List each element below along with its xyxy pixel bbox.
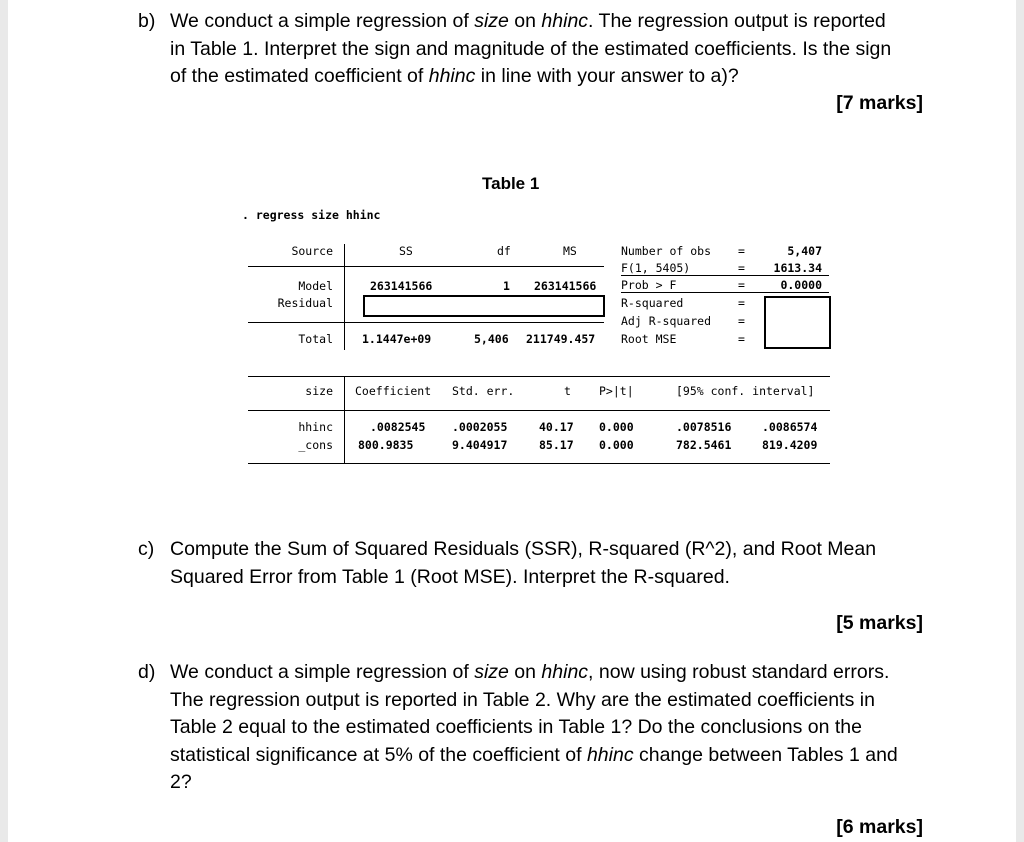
stat-prob-eq: = (738, 278, 745, 292)
question-d-label: d) (138, 661, 156, 683)
row-model-ss: 263141566 (370, 279, 433, 293)
coef-header-var: size (305, 384, 333, 398)
question-b-line: of the estimated coefficient of hhinc in line with your answer to a)? (170, 65, 739, 87)
question-d-line: statistical significance at 5% of the coefficient of hhinc change between Tables 1 and (170, 743, 898, 766)
anova-divider (344, 244, 345, 350)
row-residual-label: Residual (277, 296, 333, 310)
coef-divider (344, 376, 345, 464)
question-d-line: 2? (170, 771, 192, 793)
question-c-line: Compute the Sum of Squared Residuals (SSR), R-squared (R^2), and Root Mean (170, 538, 877, 560)
stat-adjr2-eq: = (738, 314, 745, 328)
question-c-label: c) (138, 538, 155, 560)
question-c-marks: [5 marks] (836, 612, 923, 634)
stats-rule-1 (621, 275, 829, 276)
coef-row-cons-hi: 819.4209 (762, 438, 818, 452)
question-b-marks: [7 marks] (836, 92, 923, 114)
coef-top-rule (248, 376, 830, 377)
document-page (8, 0, 1016, 842)
header-df: df (497, 244, 511, 258)
table-1-title: Table 1 (482, 174, 540, 193)
coef-row-hhinc-lo: .0078516 (676, 420, 732, 434)
coef-row-hhinc-coef: .0082545 (370, 420, 426, 434)
coef-row-cons-se: 9.404917 (452, 438, 508, 452)
row-total-df: 5,406 (474, 332, 509, 346)
anova-header-rule (248, 266, 604, 267)
question-b-label: b) (138, 10, 156, 32)
coef-header-t: t (564, 384, 571, 398)
coef-header-coef: Coefficient (355, 384, 432, 398)
stat-f-label: F(1, 5405) (621, 261, 691, 275)
row-model-label: Model (298, 279, 333, 293)
stata-command: . regress size hhinc (242, 208, 381, 222)
stat-r2-label: R-squared (621, 296, 684, 310)
stat-nobs-eq: = (738, 244, 745, 258)
header-ms: MS (563, 244, 577, 258)
stat-prob-value: 0.0000 (780, 278, 822, 292)
question-d-line: Table 2 equal to the estimated coefficients in Table 1? Do the conclusions on the (170, 716, 862, 738)
coef-row-cons-t: 85.17 (539, 438, 574, 452)
coef-header-p: P>|t| (599, 384, 634, 398)
stats-answer-box[interactable] (764, 296, 831, 349)
stats-rule-2 (621, 292, 829, 293)
stat-r2-eq: = (738, 296, 745, 310)
stat-nobs-label: Number of obs (621, 244, 712, 258)
stat-f-eq: = (738, 261, 745, 275)
row-total-label: Total (298, 332, 333, 346)
row-total-ss: 1.1447e+09 (362, 332, 432, 346)
coef-row-hhinc-t: 40.17 (539, 420, 574, 434)
residual-answer-box[interactable] (363, 295, 605, 317)
question-d-line: The regression output is reported in Table 2. Why are the estimated coefficients in (170, 688, 875, 711)
coef-header-rule (248, 410, 830, 411)
stat-adjr2-label: Adj R-squared (621, 314, 712, 328)
question-d-marks: [6 marks] (836, 816, 923, 838)
coef-row-hhinc-p: 0.000 (599, 420, 634, 434)
question-b-line: in Table 1. Interpret the sign and magnitude of the estimated coefficients. Is the sign (170, 37, 892, 60)
coef-row-hhinc-se: .0002055 (452, 420, 508, 434)
row-model-df: 1 (503, 279, 510, 293)
anova-total-rule (248, 322, 604, 323)
coef-row-cons-var: _cons (298, 438, 333, 452)
coef-row-hhinc-hi: .0086574 (762, 420, 818, 434)
question-b-line: We conduct a simple regression of size on hhinc. The regression output is reported (170, 10, 886, 32)
stat-rmse-eq: = (738, 332, 745, 346)
coef-row-cons-lo: 782.5461 (676, 438, 732, 452)
coef-row-hhinc-var: hhinc (298, 420, 333, 434)
header-source: Source (291, 244, 333, 258)
coef-row-cons-coef: 800.9835 (358, 438, 414, 452)
question-c-line: Squared Error from Table 1 (Root MSE). Interpret the R-squared. (170, 565, 730, 588)
stat-nobs-value: 5,407 (787, 244, 822, 258)
stat-rmse-label: Root MSE (621, 332, 677, 346)
stat-prob-label: Prob > F (621, 278, 677, 292)
stat-f-value: 1613.34 (773, 261, 822, 275)
question-d-line: We conduct a simple regression of size on hhinc, now using robust standard errors. (170, 661, 890, 683)
coef-header-se: Std. err. (452, 384, 515, 398)
header-ss: SS (399, 244, 413, 258)
row-model-ms: 263141566 (534, 279, 597, 293)
row-total-ms: 211749.457 (526, 332, 596, 346)
coef-bottom-rule (248, 463, 830, 464)
coef-row-cons-p: 0.000 (599, 438, 634, 452)
coef-header-ci: [95% conf. interval] (676, 384, 815, 398)
